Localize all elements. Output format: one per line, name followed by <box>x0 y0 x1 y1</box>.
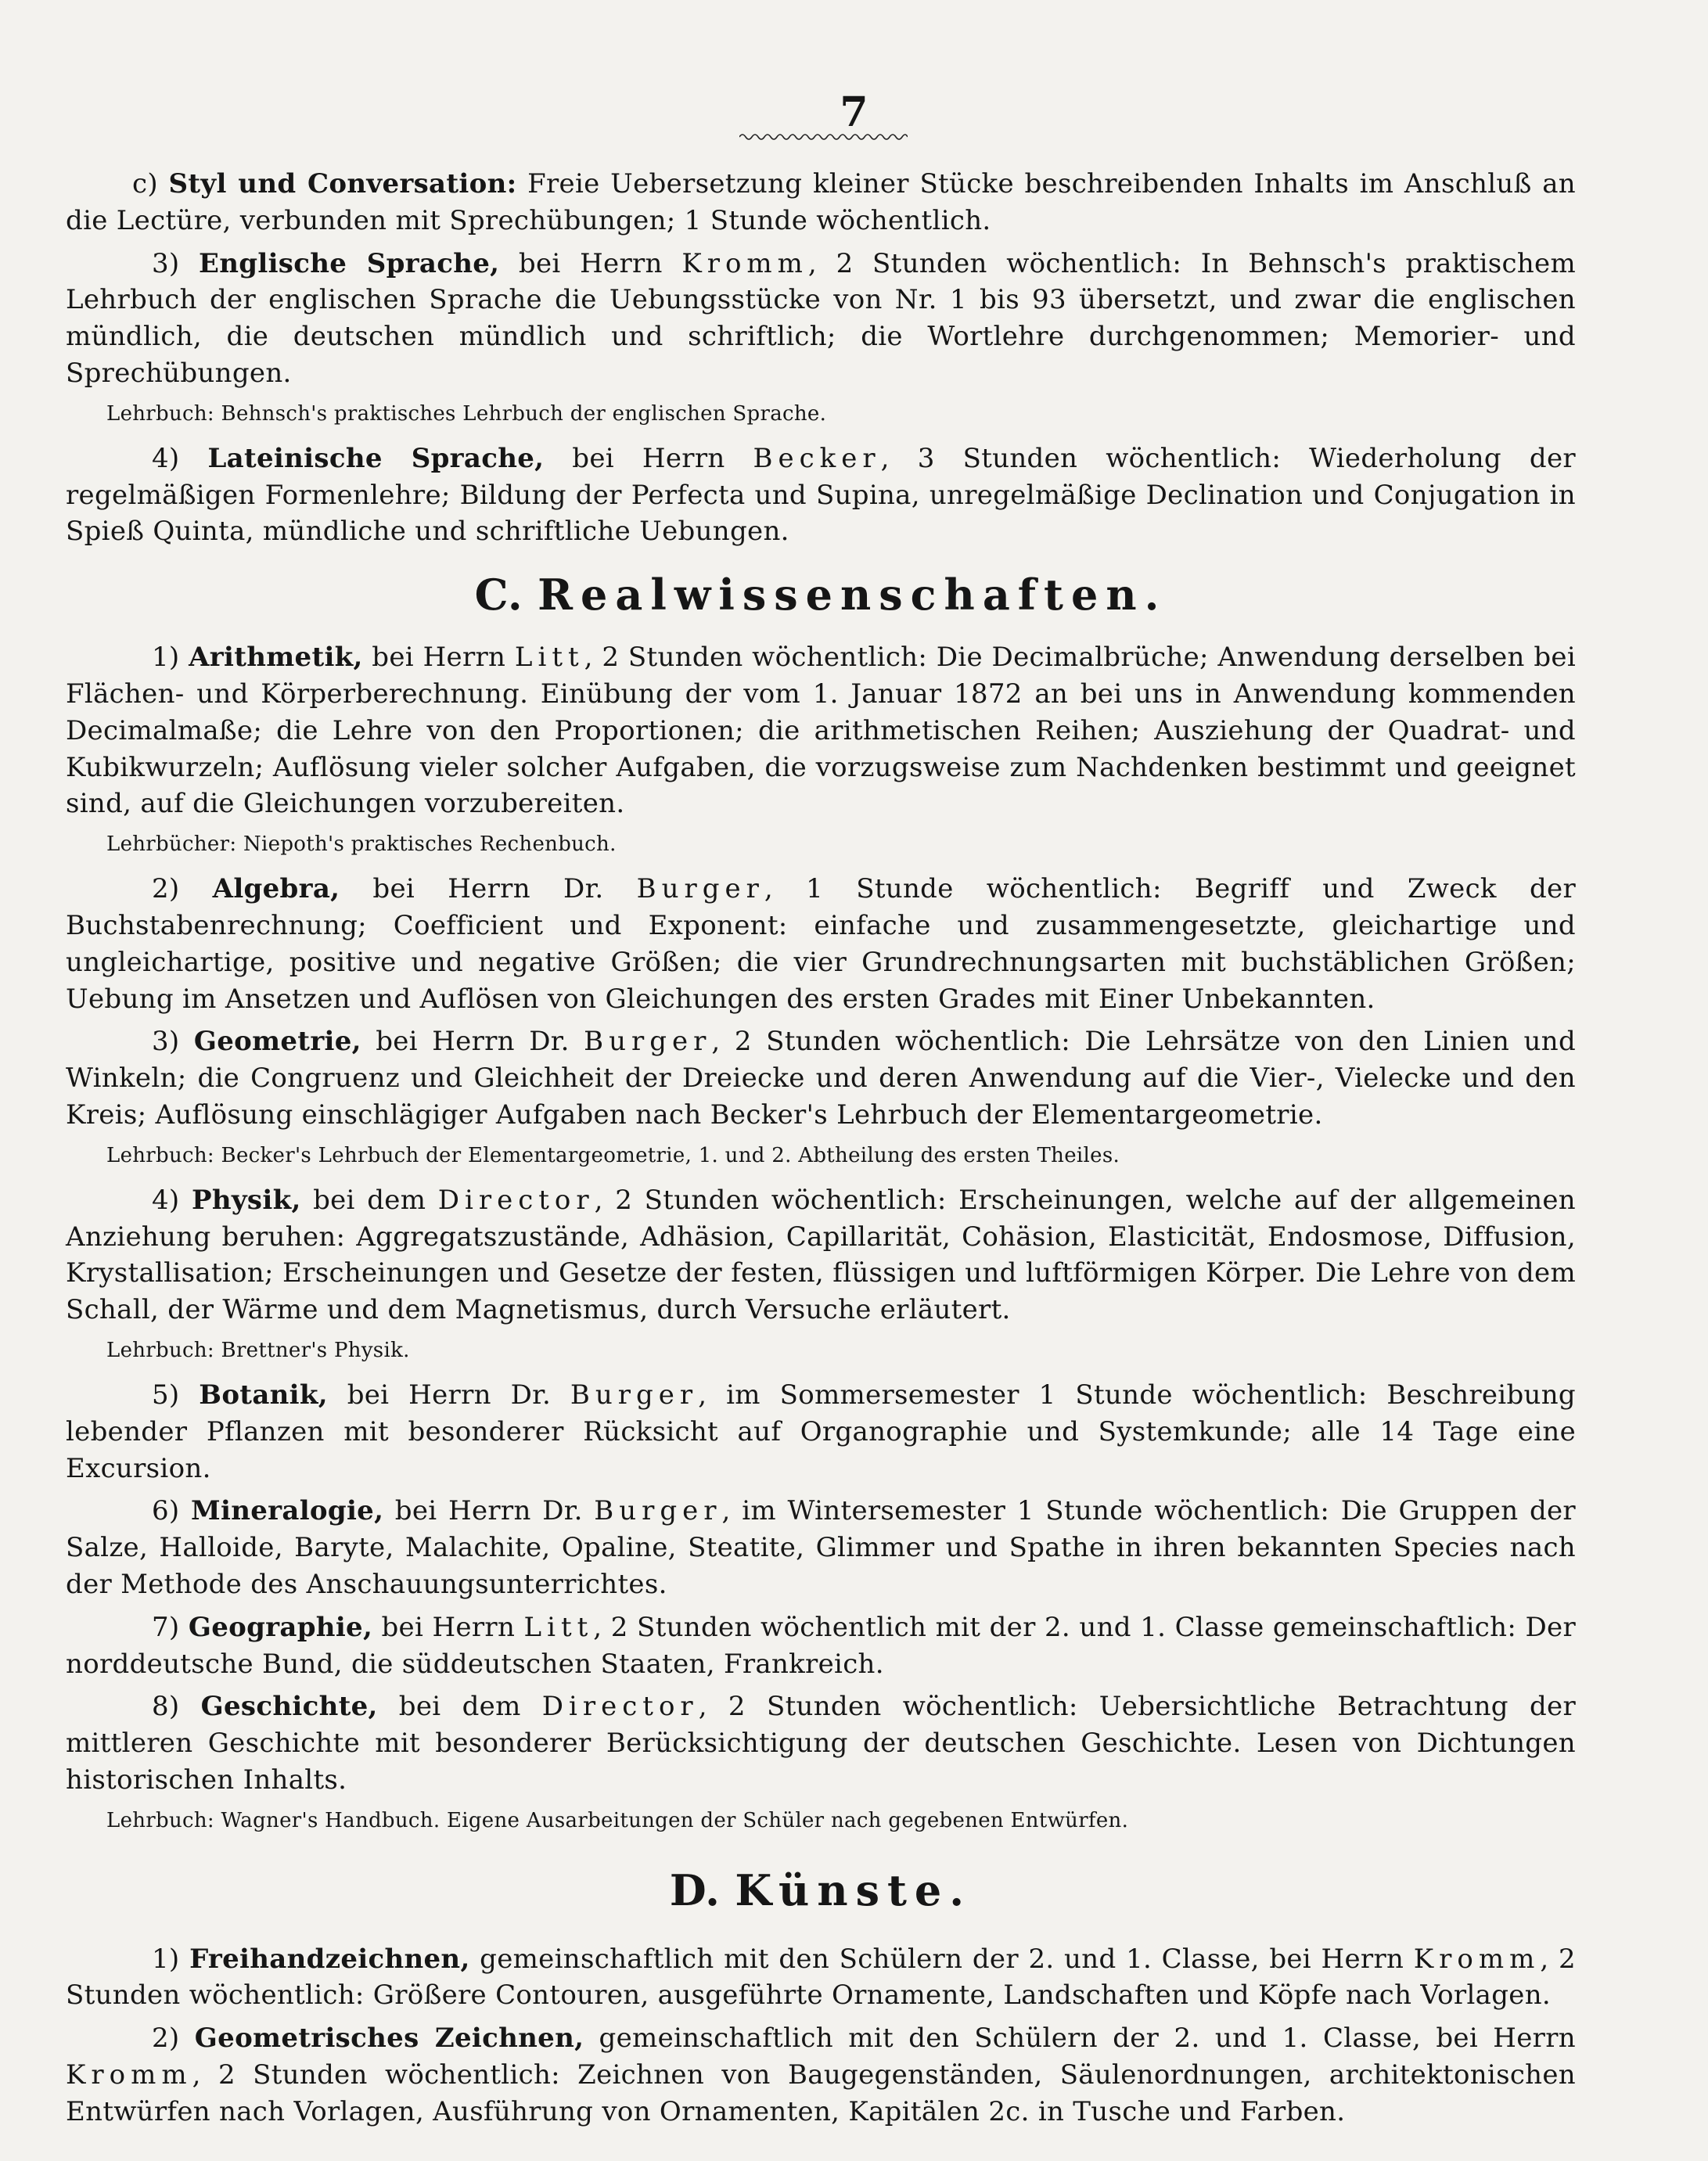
teacher-prefix: gemeinschaftlich mit den Schülern der 2. und 1. Classe, bei Herrn <box>584 2023 1576 2055</box>
teacher-name: Becker <box>753 442 881 474</box>
paragraph-text: , 2 Stunden wöchentlich: Die Lehrsätze von den Linien und Winkeln; die Congruenz und Gleichheit der Dreiecke und deren Anwendung auf die Vier-, Vielecke und den Kreis; Auflösung einschlägiger Aufgaben nach Becker's Lehrbuch der Elementargeometrie. <box>66 1026 1577 1131</box>
teacher-prefix: bei dem <box>377 1691 542 1723</box>
section-heading-d-heading <box>66 1863 1576 1918</box>
item-number: 3) <box>152 247 200 279</box>
textbook-note: Lehrbücher: Niepoth's praktisches Rechenbuch. <box>106 832 617 857</box>
paragraph-geschichte <box>66 1688 1576 1798</box>
textbook-note: Lehrbuch: Wagner's Handbuch. Eigene Ausarbeitungen der Schüler nach gegebenen Entwürfen. <box>106 1808 1129 1832</box>
wavy-rule <box>739 131 908 142</box>
item-number: 1) <box>152 1943 190 1975</box>
paragraph-geomzeichnen <box>66 2020 1576 2130</box>
paragraph-c <box>66 166 1576 239</box>
paragraph-arithmetik <box>66 639 1576 822</box>
paragraph-botanik <box>66 1377 1576 1487</box>
teacher-name: Burger <box>570 1379 699 1411</box>
page-number: 7 <box>840 88 868 136</box>
teacher-name: Kromm <box>66 2059 192 2091</box>
item-number: 6) <box>152 1495 192 1527</box>
textbook-line-geometrie-book <box>106 1140 1576 1171</box>
paragraph-text: , 2 Stunden wöchentlich: In Behnsch's praktischem Lehrbuch der englischen Sprache die Uebungsstücke von Nr. 1 bis 93 übersetzt, und zwar die englischen mündlich, die deutschen mündlich und schriftlich; die Wortlehre durchgenommen; Memorier- und Sprechübungen. <box>66 247 1576 389</box>
paragraph-text: Freie Uebersetzung kleiner Stücke beschreibenden Inhalts im Anschluß an die Lectüre, verbunden mit Sprechübungen; 1 Stunde wöchentlich. <box>66 168 1577 236</box>
teacher-prefix: bei dem <box>300 1184 438 1216</box>
paragraph-latein <box>66 440 1576 550</box>
teacher-prefix: bei Herrn <box>499 247 682 279</box>
item-number: 5) <box>152 1379 200 1411</box>
item-number: 7) <box>152 1611 189 1643</box>
item-number: 4) <box>152 1184 192 1216</box>
paragraph-algebra <box>66 871 1576 1017</box>
section-heading-c-heading <box>66 567 1576 622</box>
subject-title: Mineralogie, <box>191 1495 384 1527</box>
subject-title: Botanik, <box>199 1379 328 1411</box>
teacher-name: Burger <box>594 1495 722 1527</box>
paragraph-text: , 2 Stunden wöchentlich: Die Decimalbrüche; Anwendung derselben bei Flächen- und Körperberechnung. Einübung der vom 1. Januar 1872 an bei uns in Anwendung kommenden Decimalmaße; die Lehre von den Proportionen; die arithmetischen Reihen; Ausziehung der Quadrat- und Kubikwurzeln; Auflösung vieler solcher Aufgaben, die vorzugsweise zum Nachdenken bestimmt und geeignet sind, auf die Gleichungen vorzubereiten. <box>66 642 1576 820</box>
teacher-name: Burger <box>636 873 764 905</box>
subject-title: Lateinische Sprache, <box>207 442 545 474</box>
paragraph-text: , im Wintersemester 1 Stunde wöchentlich: Die Gruppen der Salze, Halloide, Baryte, Malachite, Opaline, Steatite, Glimmer und Spathe in ihren bekannten Species nach der Methode des Anschauungsunterrichtes. <box>66 1495 1576 1600</box>
teacher-prefix: bei Herrn Dr. <box>340 873 637 905</box>
teacher-prefix: bei Herrn Dr. <box>361 1026 584 1058</box>
teacher-prefix: bei Herrn Dr. <box>383 1495 595 1527</box>
paragraph-text: , 3 Stunden wöchentlich: Wiederholung der regelmäßigen Formenlehre; Bildung der Perfecta und Supina, unregelmäßige Declination und Conjugation in Spieß Quinta, mündliche und schriftliche Uebungen. <box>66 442 1576 548</box>
item-number: 3) <box>152 1026 194 1058</box>
paragraph-text: , 2 Stunden wöchentlich: Erscheinungen, welche auf der allgemeinen Anziehung beruhen: Aggregatszustände, Adhäsion, Capillarität, Cohäsion, Elasticität, Endosmose, Diffusion, Krystallisation; Erscheinungen und Gesetze der festen, flüssigen und luftförmigen Körper. Die Lehre von dem Schall, der Wärme und dem Magnetismus, durch Versuche erläutert. <box>66 1184 1577 1326</box>
paragraph-physik <box>66 1182 1576 1329</box>
teacher-name: Litt <box>514 642 584 674</box>
teacher-prefix: bei Herrn Dr. <box>327 1379 570 1411</box>
teacher-prefix: bei Herrn <box>544 442 753 474</box>
paragraph-freihand <box>66 1941 1576 2015</box>
item-number: 8) <box>152 1691 201 1723</box>
textbook-line-geschichte-book <box>106 1805 1576 1836</box>
subject-title: Geographie, <box>188 1611 373 1643</box>
subject-title: Geometrisches Zeichnen, <box>194 2023 584 2055</box>
heading-gap <box>523 570 538 620</box>
textbook-line-arithmetik-book <box>106 829 1576 860</box>
paragraph-geographie <box>66 1609 1576 1683</box>
paragraph-text: , 1 Stunde wöchentlich: Begriff und Zweck der Buchstabenrechnung; Coefficient und Exponent: einfache und zusammengesetzte, gleichartige und ungleichartige, positive und negative Größen; die vier Grundrechnungsarten mit buchstäblichen Größen; Uebung im Ansetzen und Auflösen von Gleichungen des ersten Grades mit Einer Unbekannten. <box>66 873 1577 1015</box>
teacher-name: Kromm <box>1413 1943 1541 1975</box>
teacher-prefix: gemeinschaftlich mit den Schülern der 2. und 1. Classe, bei Herrn <box>469 1943 1414 1975</box>
teacher-name: Director <box>541 1691 699 1723</box>
textbook-note: Lehrbuch: Becker's Lehrbuch der Elementargeometrie, 1. und 2. Abtheilung des ersten Theiles. <box>106 1143 1120 1167</box>
teacher-name: Director <box>437 1184 595 1216</box>
document-body <box>66 166 1576 2137</box>
paragraph-text: , 2 Stunden wöchentlich: Zeichnen von Baugegenständen, Säulenordnungen, architektonischen Entwürfen nach Vorlagen, Ausführung von Ornamenten, Kapitälen 2c. in Tusche und Farben. <box>66 2059 1576 2127</box>
teacher-prefix: bei Herrn <box>362 642 515 674</box>
subject-title: Styl und Conversation: <box>168 168 517 200</box>
item-number: 1) <box>152 642 189 674</box>
item-number: 2) <box>152 873 213 905</box>
paragraph-text: , 2 Stunden wöchentlich: Größere Contouren, ausgeführte Ornamente, Landschaften und Köpfe nach Vorlagen. <box>66 1943 1576 2012</box>
subject-title: Arithmetik, <box>189 642 363 674</box>
textbook-note: Lehrbuch: Brettner's Physik. <box>106 1338 410 1362</box>
paragraph-text: , 2 Stunden wöchentlich: Uebersichtliche Betrachtung der mittleren Geschichte mit besonderer Berücksichtigung der deutschen Geschichte. Lesen von Dichtungen historischen Inhalts. <box>66 1691 1576 1796</box>
teacher-name: Litt <box>523 1611 594 1643</box>
paragraph-geometrie <box>66 1023 1576 1133</box>
subject-title: Geometrie, <box>193 1026 361 1058</box>
section-letter: C. <box>474 570 523 620</box>
textbook-line-physik-book <box>106 1335 1576 1366</box>
paragraph-englisch <box>66 246 1576 392</box>
teacher-name: Burger <box>584 1026 712 1058</box>
teacher-name: Kromm <box>681 247 808 279</box>
paragraph-text: , im Sommersemester 1 Stunde wöchentlich: Beschreibung lebender Pflanzen mit besonderer Rücksicht auf Organographie und Systemkunde; alle 14 Tage eine Excursion. <box>66 1379 1576 1484</box>
item-number: 2) <box>152 2023 195 2055</box>
section-title: Künste. <box>735 1864 973 1915</box>
subject-title: Algebra, <box>212 873 340 905</box>
section-letter: D. <box>669 1864 721 1915</box>
section-title: Realwissenschaften. <box>538 570 1167 620</box>
textbook-note: Lehrbuch: Behnsch's praktisches Lehrbuch der englischen Sprache. <box>106 401 827 426</box>
item-number: 4) <box>152 442 208 474</box>
teacher-prefix: bei Herrn <box>372 1611 524 1643</box>
subject-title: Englische Sprache, <box>199 247 500 279</box>
textbook-line-englisch-book <box>106 398 1576 430</box>
item-number: c) <box>132 168 169 200</box>
subject-title: Freihandzeichnen, <box>189 1943 470 1975</box>
heading-gap <box>720 1865 735 1915</box>
subject-title: Physik, <box>191 1184 301 1216</box>
paragraph-text: , 2 Stunden wöchentlich mit der 2. und 1. Classe gemeinschaftlich: Der norddeutsche Bund, die süddeutschen Staaten, Frankreich. <box>66 1611 1576 1680</box>
subject-title: Geschichte, <box>200 1691 378 1723</box>
paragraph-mineralogie <box>66 1493 1576 1602</box>
